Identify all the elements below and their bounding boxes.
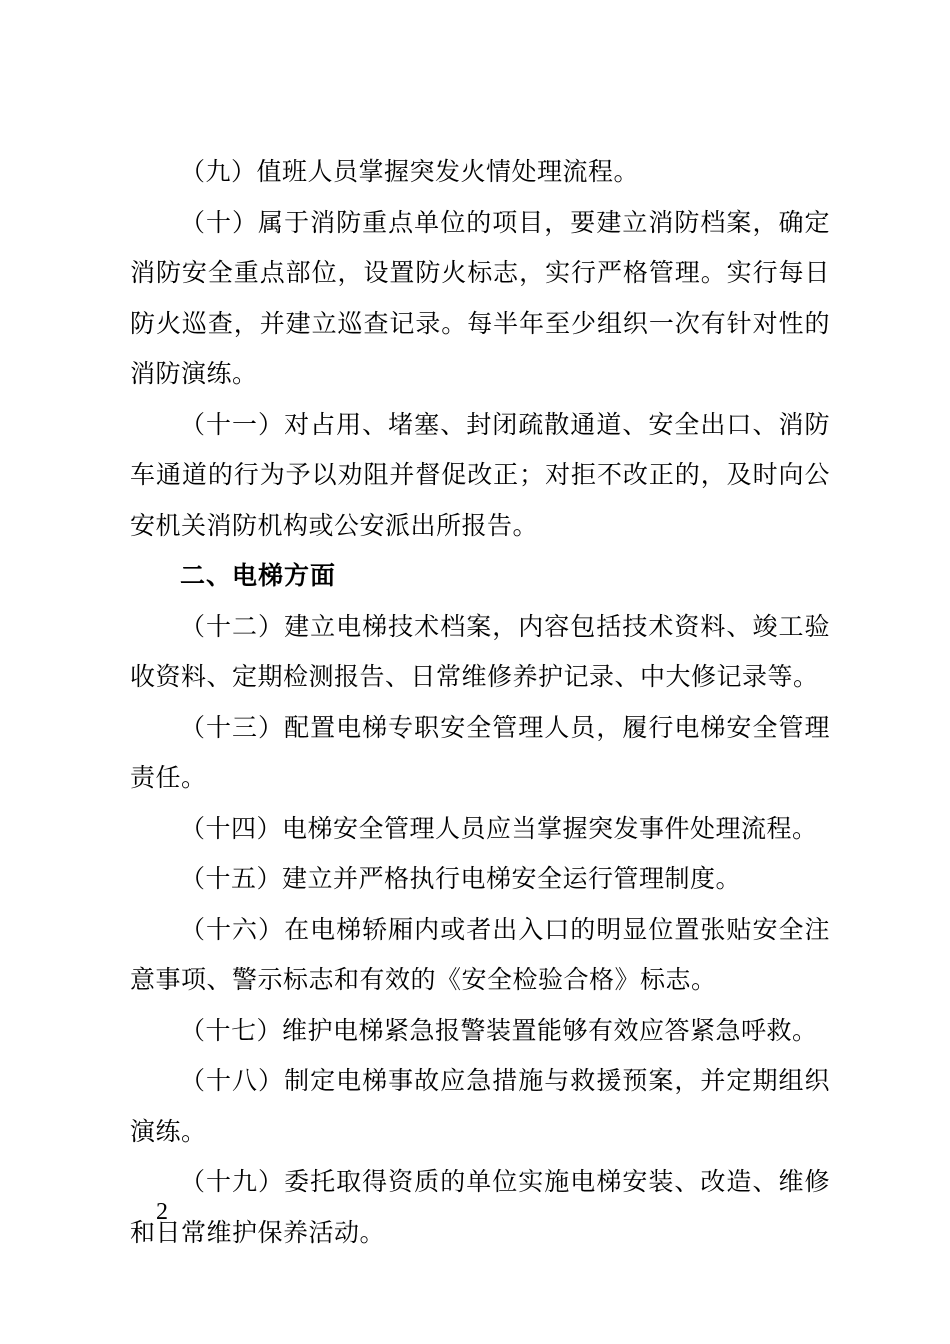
clause-11: （十一）对占用、堵塞、封闭疏散通道、安全出口、消防车通道的行为予以劝阻并督促改正；对拒不改正的，及时向公安机关消防机构或公安派出所报告。 (130, 409, 830, 540)
clause-17: （十七）维护电梯紧急报警装置能够有效应答紧急呼救。 (180, 1015, 818, 1045)
section-heading-elevator: 二、电梯方面 (180, 561, 337, 590)
clause-9: （九）值班人员掌握突发火情处理流程。 (180, 157, 640, 186)
clause-18: （十八）制定电梯事故应急措施与救援预案，并定期组织演练。 (130, 1066, 830, 1146)
page-number: 2 (156, 1199, 168, 1225)
clause-15: （十五）建立并严格执行电梯安全运行管理制度。 (180, 864, 742, 893)
clause-16: （十六）在电梯轿厢内或者出入口的明显位置张贴安全注意事项、警示标志和有效的《安全检验合格》标志。 (130, 914, 830, 994)
clause-14: （十四）电梯安全管理人员应当掌握突发事件处理流程。 (180, 813, 818, 843)
clause-13: （十三）配置电梯专职安全管理人员，履行电梯安全管理责任。 (130, 712, 830, 792)
document-body (130, 147, 830, 1258)
clause-19: （十九）委托取得资质的单位实施电梯安装、改造、维修和日常维护保养活动。 (130, 1167, 830, 1247)
clause-12: （十二）建立电梯技术档案，内容包括技术资料、竣工验收资料、定期检测报告、日常维修养护记录、中大修记录等。 (130, 611, 830, 691)
clause-10: （十）属于消防重点单位的项目，要建立消防档案，确定消防安全重点部位，设置防火标志，实行严格管理。实行每日防火巡查，并建立巡查记录。每半年至少组织一次有针对性的消防演练。 (130, 207, 830, 388)
